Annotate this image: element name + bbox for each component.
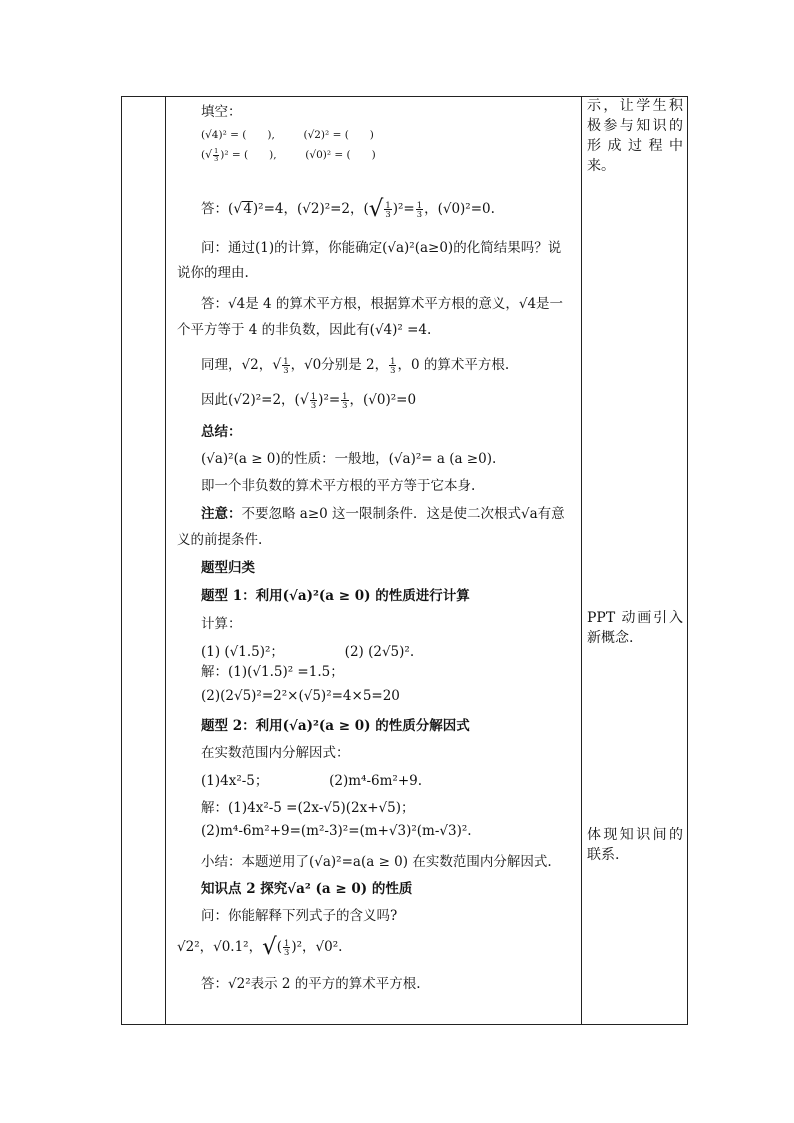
side-note-line: 新概念. <box>587 630 634 646</box>
answer-1: 答：(√4)²=4，(√2)²=2，(√ $\frac{1}{3}$ )²= $\frac{1}{3}$ ，(√0)²=0. <box>201 196 495 222</box>
fill-item: (√4)² = ( ), <box>201 129 275 141</box>
calc-label: 计算： <box>201 616 242 632</box>
therefore-text: 因此(√2)²=2，( <box>201 392 300 408</box>
fill-label: 填空： <box>201 104 242 120</box>
question-1-line-2: 说你的理由. <box>177 265 249 281</box>
similarly-text: 同理，√2， <box>201 357 273 373</box>
fill-item: (√2)² = ( ) <box>303 129 374 141</box>
side-note-line: 示，让学生积 <box>587 98 683 114</box>
answer-2-line-1: 答：√4是 4 的算术平方根，根据算术平方根的意义，√4是一 <box>201 296 564 312</box>
side-note-line: 联系. <box>587 847 620 863</box>
fill-item: (√0)² = ( ) <box>305 149 376 161</box>
recap-line: 小结：本题逆用了(√a)²=a(a ≥ 0) 在实数范围内分解因式. <box>201 854 552 870</box>
column-divider-right <box>581 96 582 1025</box>
side-note-2 <box>587 608 683 648</box>
property-line: (√a)²(a ≥ 0)的性质：一般地，(√a)²= a (a ≥0). <box>201 451 497 467</box>
side-note-1 <box>587 96 683 176</box>
therefore-line: 因此(√2)²=2，(√ $\frac{1}{3}$ )²= $\frac{1}{3}$ ，(√0)²=0 <box>201 390 417 410</box>
note-line-2: 义的前提条件. <box>177 532 263 548</box>
types-heading: 题型归类 <box>201 560 255 576</box>
calc-solution-2: (2)(2√5)²=2²×(√5)²=4×5=20 <box>201 688 400 704</box>
side-note-line: 体现知识间的 <box>587 827 683 843</box>
therefore-text: ，(√0)²=0 <box>349 392 417 408</box>
similarly-text: ，√0分别是 2， <box>290 357 389 373</box>
summary-label: 总结： <box>201 424 242 440</box>
property-explanation: 即一个非负数的算术平方根的平方等于它本身. <box>201 478 476 494</box>
answer-text: )²=4，(√2)²=2，( <box>252 201 369 217</box>
answer-text: ，(√0)²=0. <box>424 201 495 217</box>
answer-text: 答：( <box>201 201 234 217</box>
side-note-line: PPT 动画引入 <box>587 610 683 626</box>
knowledge-point-2: 知识点 2 探究√a² (a ≥ 0) 的性质 <box>201 881 413 897</box>
side-note-3 <box>587 825 683 865</box>
calc-solution-1: 解：(1)(√1.5)² =1.5； <box>201 664 344 680</box>
calc-items: (1) (√1.5)²； (2) (2√5)². <box>201 644 415 660</box>
expressions-text: √2²，√0.1²， <box>177 939 263 955</box>
factor-label: 在实数范围内分解因式： <box>201 745 350 761</box>
note-text: 不要忽略 a≥0 这一限制条件．这是使二次根式√a有意 <box>241 506 565 522</box>
expressions-line: √2²，√0.1²，√( $\frac{1}{3}$ )²，√0². <box>177 934 343 960</box>
note-line-1 <box>201 502 577 522</box>
factor-solution-2: (2)m⁴-6m²+9=(m²-3)²=(m+√3)²(m-√3)². <box>201 823 472 839</box>
answer-2-line-2: 个平方等于 4 的非负数，因此有(√4)² =4. <box>177 322 432 338</box>
side-note-line: 极参与知识的 <box>587 118 683 134</box>
fill-item: )² = ( ), <box>220 149 277 161</box>
fill-row-2 <box>201 147 577 162</box>
type-2-heading: 题型 2：利用(√a)²(a ≥ 0) 的性质分解因式 <box>201 718 470 734</box>
frac-root-expression: (√ $\frac{1}{3}$ <box>201 146 219 163</box>
column-divider-left <box>165 96 166 1025</box>
final-answer: 答：√2²表示 2 的平方的算术平方根. <box>201 976 421 992</box>
similarly-line: 同理，√2，√ $\frac{1}{3}$ ，√0分别是 2， $\frac{1}{3}$ ，0 的算术平方根. <box>201 355 510 375</box>
note-label: 注意： <box>201 506 242 522</box>
question-1-line-1: 问：通过(1)的计算，你能确定(√a)²(a≥0)的化简结果吗？说 <box>201 240 562 256</box>
fill-row-1 <box>201 127 577 142</box>
question-2: 问：你能解释下列式子的含义吗? <box>201 908 398 924</box>
factor-items: (1)4x²-5； (2)m⁴-6m²+9. <box>201 773 423 789</box>
side-note-line: 来。 <box>587 158 615 174</box>
similarly-text: ，0 的算术平方根. <box>397 357 510 373</box>
type-1-heading: 题型 1：利用(√a)²(a ≥ 0) 的性质进行计算 <box>201 588 470 604</box>
side-note-line: 形成过程中 <box>587 138 683 154</box>
expressions-text: ，√0². <box>302 939 343 955</box>
factor-solution-1: 解：(1)4x²-5 =(2x-√5)(2x+√5)； <box>201 800 415 816</box>
